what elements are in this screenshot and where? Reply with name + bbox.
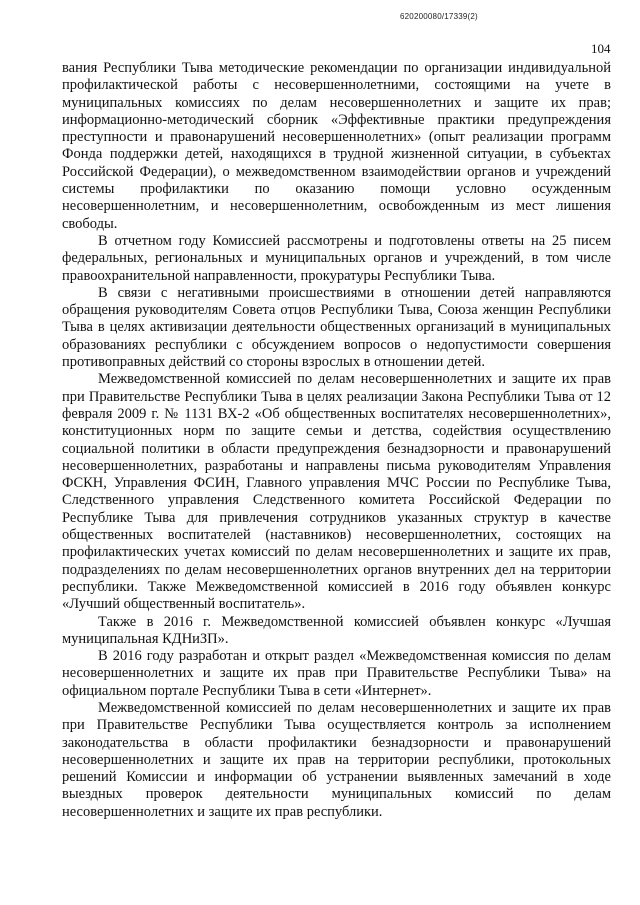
paragraph-portal-section: В 2016 году разработан и открыт раздел «Межведомственная комиссия по делам несовершеннолетних и защите их прав при Правительстве Республики Тыва» на официальном портале Республики Тыва в сети «Интернет». [62, 648, 611, 699]
page-number: 104 [591, 41, 611, 56]
paragraph-appeals: В связи с негативными происшествиями в отношении детей направляются обращения руководителям Совета отцов Республики Тыва, Союза женщин Республики Тыва в целях активизации деятельности общественных организаций в муниципальных образованиях республики с обсуждением вопросов о недопустимости совершения противоправных действий со стороны взрослых в отношении детей. [62, 284, 611, 371]
paragraph-control: Межведомственной комиссией по делам несовершеннолетних и защите их прав при Правительстве Республики Тыва осуществляется контроль за исполнением законодательства в области профилактики безнадзорности и правонарушений несовершеннолетних и защите их прав на территории республики, протокольных решений Комиссии и информации об устранении выявленных замечаний в ходе выездных проверок деятельности муниципальных комиссий по делам несовершеннолетних и защите их прав республики. [62, 699, 611, 820]
document-code: 620200080/17339(2) [400, 12, 478, 21]
body-text [62, 60, 611, 821]
paragraph-public-educators: Межведомственной комиссией по делам несовершеннолетних и защите их прав при Правительстве Республики Тыва в целях реализации Закона Республики Тыва от 12 февраля 2009 г. № 1131 ВХ-2 «Об общественных воспитателях несовершеннолетних», конституционных норм по защите семьи и детства, содействия осуществлению социальной политики в области предупреждения безнадзорности и правонарушений несовершеннолетних, разработаны и направлены письма руководителям Управления ФСКН, Управления ФСИН, Главного управления МЧС России по Республике Тыва, Следственного управления Следственного комитета Российской Федерации по Республике Тыва для привлечения сотрудников указанных структур в качестве общественных воспитателей (наставников) несовершеннолетних, состоящих на профилактических учетах комиссий по делам несовершеннолетних и защите их прав, подразделениях по делам несовершеннолетних органов внутренних дел на территории республики. Также Межведомственной комиссией в 2016 году объявлен конкурс «Лучший общественный воспитатель». [62, 371, 611, 613]
paragraph-replies: В отчетном году Комиссией рассмотрены и подготовлены ответы на 25 писем федеральных, региональных и муниципальных органов и учреждений, в том числе правоохранительной направленности, прокуратуры Республики Тыва. [62, 232, 611, 284]
paragraph-contest: Также в 2016 г. Межведомственной комиссией объявлен конкурс «Лучшая муниципальная КДНиЗП». [62, 613, 611, 647]
paragraph-continuation: вания Республики Тыва методические рекомендации по организации индивидуальной профилактической работы с несовершеннолетними, состоящими на учете в муниципальных комиссиях по делам несовершеннолетних и защите их прав; информационно-методический сборник «Эффективные практики предупреждения преступности и правонарушений несовершеннолетних» (опыт реализации программ Фонда поддержки детей, находящихся в трудной жизненной ситуации, в субъектах Российской Федерации), о межведомственном взаимодействии органов и учреждений системы профилактики по оказанию помощи условно осужденным несовершеннолетним, и несовершеннолетним, освобожденным из мест лишения свободы. [62, 60, 611, 232]
